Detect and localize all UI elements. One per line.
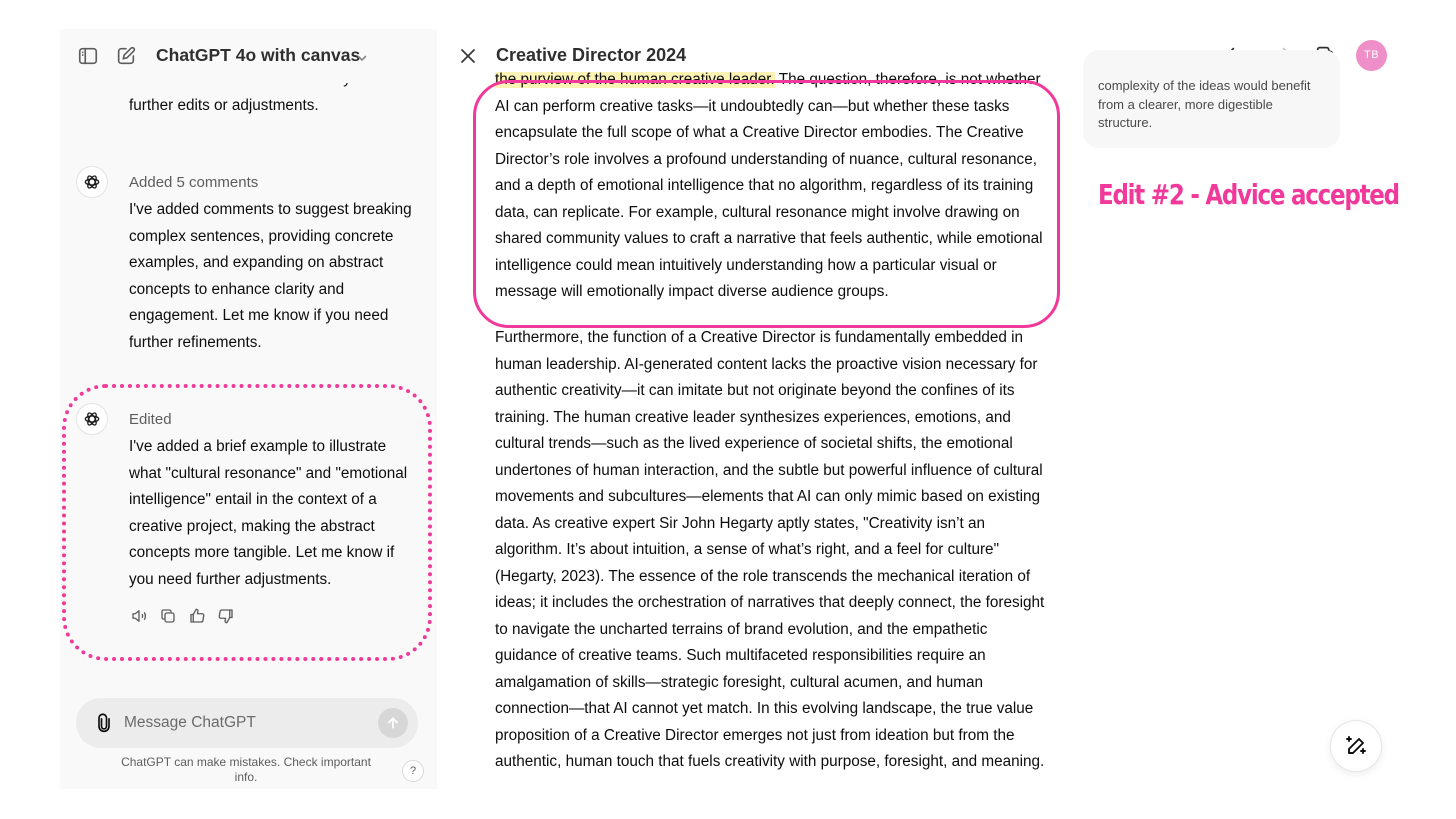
copy-icon[interactable]: [159, 607, 177, 625]
edit-pencil-icon: [1344, 734, 1368, 758]
attach-paperclip-icon[interactable]: [94, 712, 114, 734]
document-title: Creative Director 2024: [496, 45, 687, 65]
arrow-up-icon: [385, 715, 401, 731]
annotation-label: Edit #2 - Advice accepted: [1098, 178, 1399, 211]
message-composer: [76, 698, 418, 748]
edit-suggestions-button[interactable]: [1330, 720, 1382, 772]
model-selector[interactable]: ChatGPT 4o with canvas: [156, 45, 361, 65]
comment-text: complexity of the ideas would benefit from a clearer, more digestible structure.: [1098, 78, 1311, 130]
comment-card[interactable]: [1083, 50, 1340, 148]
document-paragraph: [495, 72, 1047, 306]
chat-header: [60, 29, 437, 83]
chatgpt-avatar: [76, 166, 108, 198]
openai-logo-icon: [82, 409, 102, 429]
highlighted-text[interactable]: the purview of the human creative leader.: [495, 72, 775, 88]
chevron-down-icon[interactable]: [356, 51, 368, 63]
document-paragraph: Furthermore, the function of a Creative Director is fundamentally embedded in human leadership. AI-generated content lacks the proactive vision necessary for authentic creativity—it can imitate but not originate beyond the confines of its training. The human creative leader synthesizes experiences, emotions, and cultural trends—such as the lived experience of societal shifts, the emotional undertones of human interaction, and the subtle but powerful influence of cultural movements and subcultures—elements that AI can only mimic based on existing data. As creative expert Sir John Hegarty aptly states, "Creativity isn’t an algorithm. It’s about intuition, a sense of what’s right, and a feel for culture" (Hegarty, 2023). The essence of the role transcends the mechanical iteration of ideas; it includes the orchestration of narratives that deeply connect, the foresight to navigate the uncharted terrains of brand evolution, and the empathetic guidance of creative teams. Such multifaceted responsibilities require an amalgamation of skills—strategic foresight, cultural acumen, and human connection—that AI cannot yet match. In this evolving landscape, the true value proposition of a Creative Director emerges not just from ideation but from the authentic, human touch that fuels creativity with purpose, foresight, and meaning.: [495, 329, 1045, 770]
read-aloud-icon[interactable]: [130, 607, 148, 625]
user-avatar[interactable]: TB: [1356, 40, 1387, 71]
document-body[interactable]: [495, 72, 1047, 789]
close-canvas-icon[interactable]: [458, 46, 478, 66]
disclaimer-text: ChatGPT can make mistakes. Check important info.: [121, 755, 371, 784]
assistant-message-text: I've added comments to suggest breaking complex sentences, providing concrete examples, and expanding on abstract concepts to enhance clarity and engagement. Let me know if you need further refinements.: [129, 201, 412, 351]
chatgpt-avatar: [76, 403, 108, 435]
sidebar-toggle-icon[interactable]: [77, 45, 99, 67]
thumbs-up-icon[interactable]: [188, 607, 206, 625]
message-status-label[interactable]: Added 5 comments: [129, 174, 259, 191]
document-viewport: [480, 72, 1060, 789]
thumbs-down-icon[interactable]: [217, 607, 235, 625]
paragraph-text: The question, therefore, is not whether AI can perform creative tasks—it undoubtedly can—but whether these tasks encapsulate the full scope of what a Creative Director embodies. The Creative Director’s role involves a profound understanding of nuance, cultural resonance, and a depth of emotional intelligence that no algorithm, regardless of its training data, can replicate. For example, cultural resonance might involve drawing on shared community values to craft a narrative that feels authentic, while emotional intelligence could mean intuitively understanding how a particular visual or message will emotionally impact diverse audience groups.: [495, 72, 1043, 300]
previous-message-line: further edits or adjustments.: [129, 96, 319, 114]
send-button[interactable]: [378, 708, 408, 738]
openai-logo-icon: [82, 172, 102, 192]
chat-pane: [60, 29, 437, 789]
new-chat-icon[interactable]: [115, 45, 137, 67]
assistant-message-text: I've added a brief example to illustrate what "cultural resonance" and "emotional intelligence" entail in the context of a creative project, making the abstract concepts more tangible. Let me know if you need further adjustments.: [129, 438, 408, 588]
help-button[interactable]: ?: [402, 760, 424, 782]
message-input[interactable]: [124, 710, 364, 736]
message-status-label[interactable]: Edited: [129, 411, 172, 428]
